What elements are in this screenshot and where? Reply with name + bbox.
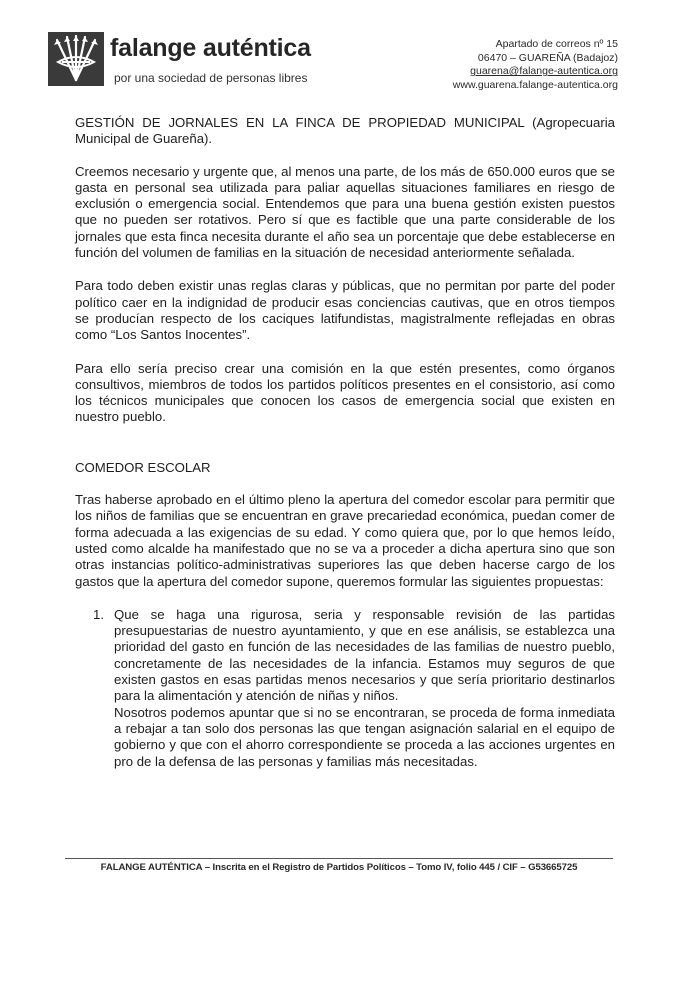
footer-divider — [65, 858, 613, 859]
list-item — [75, 607, 615, 770]
organization-tagline: por una sociedad de personas libres — [114, 71, 308, 85]
letter-body — [75, 115, 615, 770]
list-item-text: Nosotros podemos apuntar que si no se encontraran, se proceda de forma inmediata a rebajar a tan solo dos personas las que tengan asignación salarial en el equipo de gobierno y que con el ahorro correspondiente se proceda a las acciones urgentes en pro de la defensa de las personas y familias más necesitadas. — [114, 704, 615, 769]
paragraph: Creemos necesario y urgente que, al menos una parte, de los más de 650.000 euros que se gasta en personal sea utilizada para paliar aquellas situaciones familiares en riesgo de exclusión o emergencia social. Entendemos que para una buena gestión existen puestos que no pueden ser rotativos. Pero sí que es factible que una parte considerable de los jornales que esta finca necesita durante el año sea un porcentaje que debe establecerse en función del volumen de familias en la situación de necesidad anteriormente señalada. — [75, 163, 615, 261]
address-city: 06470 – GUAREÑA (Badajoz) — [477, 51, 618, 64]
footer-registration: FALANGE AUTÉNTICA – Inscrita en el Registro de Partidos Políticos – Tomo IV, folio 445 / CIF – G53665725 — [100, 862, 578, 873]
address-po-box: Apartado de correos nº 15 — [495, 38, 618, 50]
section-heading-comedor: COMEDOR ESCOLAR — [75, 459, 211, 475]
section-heading-jornales: GESTIÓN DE JORNALES EN LA FINCA DE PROPIEDAD MUNICIPAL (Agropecuaria Municipal de Guareña). — [75, 115, 615, 147]
contact-website: www.guarena.falange-autentica.org — [452, 78, 618, 91]
list-item-text: Que se haga una rigurosa, seria y responsable revisión de las partidas presupuestarias de nuestro ayuntamiento, y que en ese análisis, se establezca una prioridad del gasto en función de las necesidades de las familias de nuestro pueblo, concretamente de las necesidades de la infancia. Estamos muy seguros de que existen gastos en esas partidas menos necesarios y que sería prioritario destinarlos para la alimentación y atención de niñas y niños. — [114, 606, 615, 704]
paragraph: Para todo deben existir unas reglas claras y públicas, que no permitan por parte del poder político caer en la indignidad de producir esas conciencias cautivas, que en otros tiempos se producían respecto de los caciques latifundistas, magistralmente reflejadas en obras como “Los Santos Inocentes”. — [75, 278, 615, 343]
organization-name: falange auténtica — [110, 34, 311, 62]
paragraph: Tras haberse aprobado en el último pleno la apertura del comedor escolar para permitir que los niños de familias que se encuentran en grave precariedad económica, puedan comer de forma adecuada a las exigencias de su edad. Y como quiera que, por lo que hemos leído, usted como alcalde ha manifestado que no se va a proceder a dicha apertura sino que son otras instancias político-administrativas superiores las que deben hacerse cargo de los gastos que la apertura del comedor supone, queremos formular las siguientes propuestas: — [75, 492, 615, 589]
contact-address-block — [398, 38, 618, 92]
falange-logo-icon — [48, 32, 104, 86]
list-item-number: 1. — [93, 606, 104, 622]
contact-email-link[interactable]: guarena@falange-autentica.org — [470, 65, 618, 78]
paragraph: Para ello sería preciso crear una comisión en la que estén presentes, como órganos consultivos, miembros de todos los partidos políticos presentes en el consistorio, así como los técnicos municipales que conocen los casos de emergencia social que existen en nuestro pueblo. — [75, 360, 615, 425]
proposal-list — [75, 607, 615, 770]
